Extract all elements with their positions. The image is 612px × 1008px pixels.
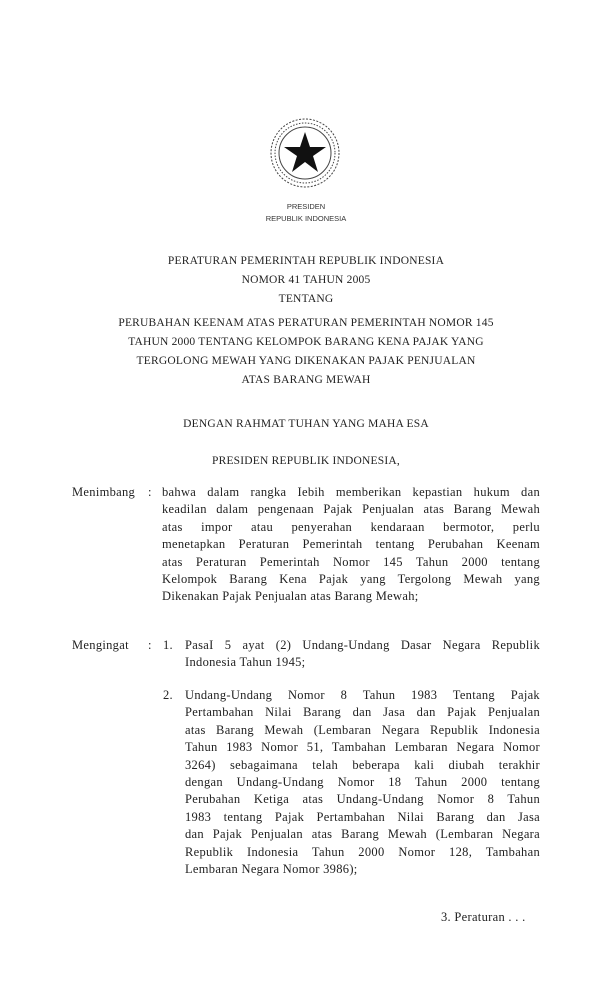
text-line: bahwa dalam rangka Iebih memberikan kepastian hukum dan xyxy=(162,485,540,499)
regulation-title: PERATURAN PEMERINTAH REPUBLIK INDONESIA xyxy=(167,255,445,267)
text-line: dan Pajak Penjualan atas Barang Mewah (Lembaran Negara xyxy=(185,827,540,842)
text-line: menetapkan Peraturan Pemerintah tentang Perubahan Keenam xyxy=(162,537,540,552)
mengingat-colon: : xyxy=(148,638,152,652)
regulation-subject-line: ATAS BARANG MEWAH xyxy=(241,374,371,386)
menimbang-colon: : xyxy=(148,485,152,499)
text-line: Pertambahan Nilai Barang dan Jasa dan Pajak Penjualan xyxy=(185,705,540,720)
text-line: keadilan dalam pengenaan Pajak Penjualan atas Barang Mewah xyxy=(162,502,540,517)
emblem-label-president: PRESIDEN xyxy=(286,202,326,211)
menimbang-label: Menimbang xyxy=(72,485,136,499)
emblem-label-republic: REPUBLIK INDONESIA xyxy=(265,214,347,223)
text-line: Perubahan Ketiga atas Undang-Undang Nomor 8 Tahun xyxy=(185,792,540,807)
page-continuation: 3. Peraturan . . . xyxy=(441,910,526,924)
list-item-number: 2. xyxy=(163,688,173,702)
preamble-divine: DENGAN RAHMAT TUHAN YANG MAHA ESA xyxy=(183,418,429,430)
text-line: atas Barang Mewah (Lembaran Negara Republik Indonesia xyxy=(185,722,540,737)
text-line: PasaI 5 ayat (2) Undang-Undang Dasar Negara Republik xyxy=(185,638,540,652)
text-line: Kelompok Barang Kena Pajak yang Tergolong Mewah yang xyxy=(162,572,540,586)
text-line: atas Peraturan Pemerintah Nomor 145 Tahun 2000 tentang xyxy=(162,554,540,569)
garuda-emblem-icon xyxy=(268,116,342,190)
text-line: atas impor atau penyerahan kendaraan bermotor, perlu xyxy=(162,519,540,534)
text-line: Dikenakan Pajak Penjualan atas Barang Mewah; xyxy=(162,589,419,604)
regulation-about: TENTANG xyxy=(278,293,334,305)
mengingat-label: Mengingat xyxy=(72,638,129,652)
preamble-president: PRESIDEN REPUBLIK INDONESIA, xyxy=(211,455,400,467)
regulation-subject-line: PERUBAHAN KEENAM ATAS PERATURAN PEMERINTAH NOMOR 145 xyxy=(118,317,494,329)
text-line: Lembaran Negara Nomor 3986); xyxy=(185,862,358,876)
text-line: Indonesia Tahun 1945; xyxy=(185,655,306,670)
text-line: Undang-Undang Nomor 8 Tahun 1983 Tentang Pajak xyxy=(185,688,540,702)
regulation-subject-line: TAHUN 2000 TENTANG KELOMPOK BARANG KENA PAJAK YANG xyxy=(128,336,484,348)
list-item-number: 1. xyxy=(163,638,173,652)
regulation-number: NOMOR 41 TAHUN 2005 xyxy=(241,274,371,286)
regulation-subject-line: TERGOLONG MEWAH YANG DIKENAKAN PAJAK PENJUALAN xyxy=(136,355,476,367)
text-line: 3264) sebagaimana telah beberapa kali diubah terakhir xyxy=(185,757,540,772)
text-line: dengan Undang-Undang Nomor 18 Tahun 2000 tentang xyxy=(185,775,540,789)
text-line: Tahun 1983 Nomor 51, Tambahan Lembaran Negara Nomor xyxy=(185,740,540,755)
text-line: Republik Indonesia Tahun 2000 Nomor 128, Tambahan xyxy=(185,844,540,859)
text-line: 1983 tentang Pajak Pertambahan Nilai Barang dan Jasa xyxy=(185,809,540,824)
